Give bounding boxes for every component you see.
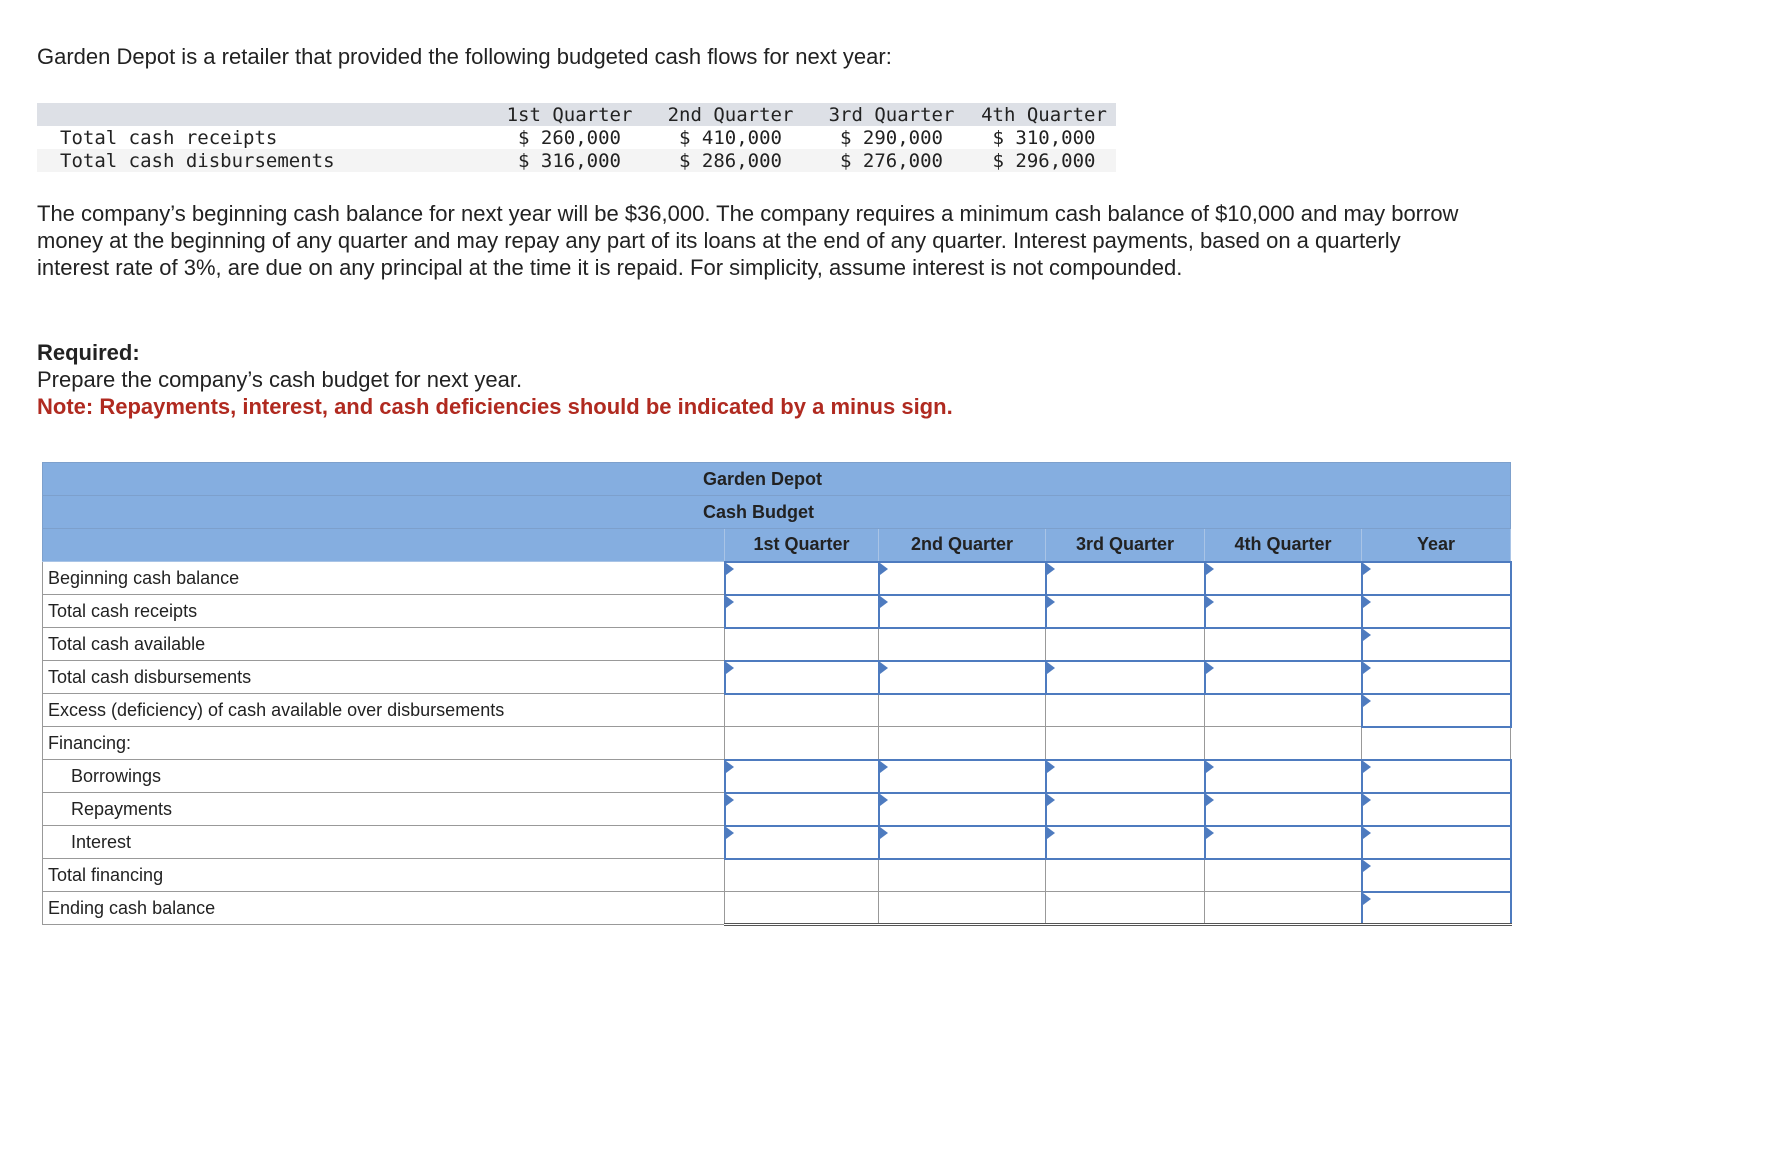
budget-cell-q1[interactable]: [725, 661, 879, 694]
budget-row-label: Total cash disbursements: [43, 661, 725, 694]
excess-year-input[interactable]: [1363, 695, 1510, 726]
budget-row-label: Borrowings: [43, 760, 725, 793]
budget-row-receipts: [43, 595, 1511, 628]
budget-header-blank: [43, 529, 725, 562]
disbursements-q2-input[interactable]: [880, 662, 1045, 693]
beginning-cash-year-input[interactable]: [1363, 563, 1510, 594]
budget-cell-year[interactable]: [1362, 628, 1511, 661]
budget-cell-q1: [725, 859, 879, 892]
budget-row-label: Interest: [43, 826, 725, 859]
budget-cell-q1[interactable]: [725, 595, 879, 628]
budget-row-repayments: [43, 793, 1511, 826]
budget-row-excess-deficiency: [43, 694, 1511, 727]
budget-company-name: Garden Depot: [43, 463, 1511, 496]
budget-cell-q3: [1046, 628, 1205, 661]
budget-row-label: Excess (deficiency) of cash available over disbursements: [43, 694, 725, 727]
cash-available-year-input[interactable]: [1363, 629, 1510, 660]
budget-row-borrowings: [43, 760, 1511, 793]
ending-cash-year-input[interactable]: [1363, 893, 1510, 924]
budget-row-beginning-cash: [43, 562, 1511, 595]
budget-cell-q2: [879, 694, 1046, 727]
disbursements-q4-input[interactable]: [1206, 662, 1361, 693]
repayments-q2-input[interactable]: [880, 794, 1045, 825]
budget-cell-q4: [1205, 859, 1362, 892]
budget-row-ending-cash: [43, 892, 1511, 925]
budget-cell-q1[interactable]: [725, 760, 879, 793]
budget-cell-q4[interactable]: [1205, 793, 1362, 826]
given-header-blank: [37, 103, 489, 126]
budget-row-total-financing: [43, 859, 1511, 892]
budget-cell-q4: [1205, 694, 1362, 727]
budget-cell-q4: [1205, 727, 1362, 760]
given-value: $ 316,000: [489, 149, 650, 172]
repayments-q3-input[interactable]: [1047, 794, 1204, 825]
total-financing-year-input[interactable]: [1363, 860, 1510, 891]
budget-cell-year[interactable]: [1362, 892, 1511, 925]
budget-column-header-row: [43, 529, 1511, 562]
budget-cell-q3[interactable]: [1046, 793, 1205, 826]
budget-row-label: Financing:: [43, 727, 725, 760]
receipts-year-input[interactable]: [1363, 596, 1510, 627]
required-title: Required:: [37, 340, 140, 365]
interest-q4-input[interactable]: [1206, 827, 1361, 858]
budget-cell-q3[interactable]: [1046, 595, 1205, 628]
given-header-q2: 2nd Quarter: [650, 103, 811, 126]
given-cash-flows-table: [37, 103, 1116, 172]
budget-row-financing: [43, 727, 1511, 760]
receipts-q4-input[interactable]: [1206, 596, 1361, 627]
budget-row-label: Ending cash balance: [43, 892, 725, 925]
cash-budget-table: [42, 462, 1512, 926]
budget-cell-q2[interactable]: [879, 562, 1046, 595]
budget-cell-q2[interactable]: [879, 760, 1046, 793]
budget-title: Cash Budget: [43, 496, 1511, 529]
budget-cell-year[interactable]: [1362, 595, 1511, 628]
borrowings-q3-input[interactable]: [1047, 761, 1204, 792]
budget-cell-q2: [879, 892, 1046, 925]
budget-cell-q3[interactable]: [1046, 661, 1205, 694]
budget-cell-year[interactable]: [1362, 859, 1511, 892]
budget-cell-q2[interactable]: [879, 595, 1046, 628]
budget-cell-q1[interactable]: [725, 826, 879, 859]
beginning-cash-q2-input[interactable]: [880, 563, 1045, 594]
budget-header-q1: 1st Quarter: [725, 529, 879, 562]
budget-cell-q2: [879, 727, 1046, 760]
given-row-label: Total cash disbursements: [37, 149, 489, 172]
budget-cell-q3: [1046, 892, 1205, 925]
budget-cell-q4[interactable]: [1205, 661, 1362, 694]
budget-cell-year[interactable]: [1362, 562, 1511, 595]
budget-cell-year[interactable]: [1362, 793, 1511, 826]
borrowings-year-input[interactable]: [1363, 761, 1510, 792]
repayments-year-input[interactable]: [1363, 794, 1510, 825]
budget-title-row: [43, 496, 1511, 529]
given-value: $ 296,000: [972, 149, 1116, 172]
beginning-cash-q4-input[interactable]: [1206, 563, 1361, 594]
disbursements-q3-input[interactable]: [1047, 662, 1204, 693]
budget-cell-q4: [1205, 892, 1362, 925]
repayments-q4-input[interactable]: [1206, 794, 1361, 825]
budget-cell-q2: [879, 628, 1046, 661]
budget-cell-q3: [1046, 727, 1205, 760]
borrowings-q4-input[interactable]: [1206, 761, 1361, 792]
budget-cell-q3: [1046, 859, 1205, 892]
interest-year-input[interactable]: [1363, 827, 1510, 858]
given-value: $ 276,000: [811, 149, 972, 172]
required-text: Prepare the company’s cash budget for next year.: [37, 367, 523, 392]
budget-row-label: Beginning cash balance: [43, 562, 725, 595]
receipts-q2-input[interactable]: [880, 596, 1045, 627]
budget-cell-q2[interactable]: [879, 661, 1046, 694]
budget-cell-q2[interactable]: [879, 793, 1046, 826]
budget-cell-q3[interactable]: [1046, 562, 1205, 595]
given-header-q4: 4th Quarter: [972, 103, 1116, 126]
interest-q1-input[interactable]: [726, 827, 878, 858]
interest-q3-input[interactable]: [1047, 827, 1204, 858]
given-row-label: Total cash receipts: [37, 126, 489, 149]
repayments-q1-input[interactable]: [726, 794, 878, 825]
budget-cell-year[interactable]: [1362, 694, 1511, 727]
budget-company-row: [43, 463, 1511, 496]
budget-cell-year: [1362, 727, 1511, 760]
given-value: $ 290,000: [811, 126, 972, 149]
given-header-q1: 1st Quarter: [489, 103, 650, 126]
receipts-q1-input[interactable]: [726, 596, 878, 627]
budget-cell-q4[interactable]: [1205, 562, 1362, 595]
budget-cell-q1: [725, 892, 879, 925]
given-value: $ 260,000: [489, 126, 650, 149]
given-value: $ 286,000: [650, 149, 811, 172]
budget-cell-year[interactable]: [1362, 661, 1511, 694]
budget-row-cash-available: [43, 628, 1511, 661]
budget-header-q4: 4th Quarter: [1205, 529, 1362, 562]
budget-cell-q1[interactable]: [725, 793, 879, 826]
budget-row-disbursements: [43, 661, 1511, 694]
intro-text: Garden Depot is a retailer that provided the following budgeted cash flows for next year:: [37, 44, 892, 69]
borrowings-q2-input[interactable]: [880, 761, 1045, 792]
budget-header-year: Year: [1362, 529, 1511, 562]
budget-row-label: Total cash available: [43, 628, 725, 661]
budget-header-q3: 3rd Quarter: [1046, 529, 1205, 562]
budget-cell-q2: [879, 859, 1046, 892]
budget-header-q2: 2nd Quarter: [879, 529, 1046, 562]
budget-cell-q3: [1046, 694, 1205, 727]
interest-q2-input[interactable]: [880, 827, 1045, 858]
disbursements-q1-input[interactable]: [726, 662, 878, 693]
required-note: Note: Repayments, interest, and cash deficiencies should be indicated by a minus sign.: [37, 394, 953, 419]
budget-row-label: Repayments: [43, 793, 725, 826]
budget-row-label: Total financing: [43, 859, 725, 892]
budget-row-interest: [43, 826, 1511, 859]
budget-cell-q1: [725, 727, 879, 760]
beginning-cash-q1-input[interactable]: [726, 563, 878, 594]
borrowings-q1-input[interactable]: [726, 761, 878, 792]
budget-cell-q4: [1205, 628, 1362, 661]
disbursements-year-input[interactable]: [1363, 662, 1510, 693]
given-header-q3: 3rd Quarter: [811, 103, 972, 126]
receipts-q3-input[interactable]: [1047, 596, 1204, 627]
budget-cell-q1[interactable]: [725, 562, 879, 595]
budget-cell-year[interactable]: [1362, 826, 1511, 859]
budget-cell-q3[interactable]: [1046, 760, 1205, 793]
given-row-receipts: [37, 126, 1116, 149]
problem-paragraph: The company’s beginning cash balance for next year will be $36,000. The company requires a minimum cash balance of $10,000 and may borrow money at the beginning of any quarter and may repay any part of its loans at the end of any quarter. Interest payments, based on a quarterly interest rate of 3%, are due on any principal at the time it is repaid. For simplicity, assume interest is not compounded.: [37, 201, 1459, 280]
budget-cell-q1: [725, 694, 879, 727]
beginning-cash-q3-input[interactable]: [1047, 563, 1204, 594]
given-value: $ 410,000: [650, 126, 811, 149]
budget-cell-q3[interactable]: [1046, 826, 1205, 859]
budget-cell-q1: [725, 628, 879, 661]
given-value: $ 310,000: [972, 126, 1116, 149]
budget-cell-q4[interactable]: [1205, 826, 1362, 859]
given-row-disbursements: [37, 149, 1116, 172]
budget-cell-q4[interactable]: [1205, 760, 1362, 793]
budget-cell-q4[interactable]: [1205, 595, 1362, 628]
given-header-row: [37, 103, 1116, 126]
budget-cell-q2[interactable]: [879, 826, 1046, 859]
budget-row-label: Total cash receipts: [43, 595, 725, 628]
budget-cell-year[interactable]: [1362, 760, 1511, 793]
